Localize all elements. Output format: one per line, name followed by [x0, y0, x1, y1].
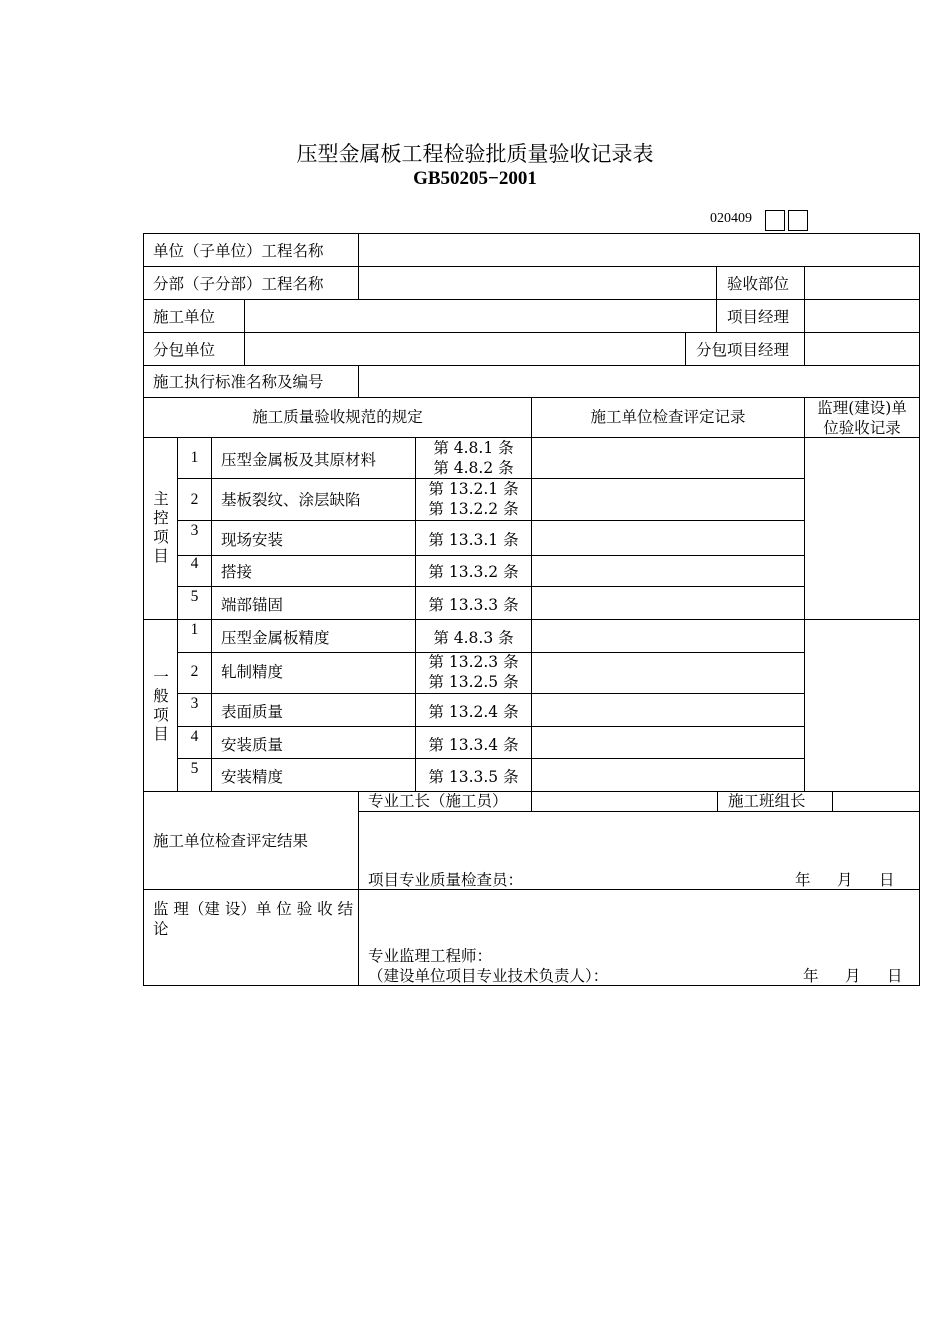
rule: [358, 791, 359, 986]
main-item-3-clause1: 第 13.3.1 条: [428, 531, 519, 549]
general-item-5-no: 5: [190, 760, 199, 777]
rule: [143, 365, 920, 366]
main-item-2-name: 基板裂纹、涂层缺陷: [221, 491, 361, 509]
general-item-5-name: 安装精度: [221, 768, 284, 786]
rule: [177, 520, 805, 521]
project-manager-label: 项目经理: [727, 308, 790, 326]
form-title: 压型金属板工程检验批质量验收记录表: [296, 142, 654, 166]
supervisor-label: 专业监理工程师：: [368, 947, 493, 965]
quality-inspector-label: 项目专业质量检查员：: [368, 871, 524, 889]
rule-top: [143, 233, 920, 234]
code-box-2[interactable]: [788, 210, 808, 231]
main-item-1-clause1: 第 4.8.1 条: [433, 439, 514, 457]
main-item-5-name: 端部锚固: [221, 596, 284, 614]
rule: [177, 555, 805, 556]
rule: [804, 266, 805, 365]
rule: [211, 437, 212, 791]
main-item-3-name: 现场安装: [221, 531, 284, 549]
supervisor-day: 日: [887, 967, 903, 985]
rule-right: [919, 233, 920, 986]
rule: [531, 437, 532, 791]
main-item-1-name: 压型金属板及其原材料: [221, 451, 377, 469]
general-item-2-clause1: 第 13.2.3 条: [428, 653, 519, 671]
general-item-4-clause1: 第 13.3.4 条: [428, 736, 519, 754]
rule: [685, 332, 686, 365]
general-item-2-clause2: 第 13.2.5 条: [428, 673, 519, 691]
main-item-2-clause2: 第 13.2.2 条: [428, 500, 519, 518]
owner-tech-label: （建设单位项目专业技术负责人）：: [368, 967, 609, 985]
main-control-label: [151, 490, 171, 566]
rule: [531, 791, 532, 811]
inspector-day: 日: [879, 871, 895, 889]
main-item-1-no: 1: [190, 449, 199, 466]
general-item-5-clause1: 第 13.3.5 条: [428, 768, 519, 786]
supervision-conclusion-label-line2: 论: [153, 920, 169, 938]
acceptance-part-label: 验收部位: [727, 275, 790, 293]
general-item-1-name: 压型金属板精度: [221, 629, 330, 647]
general-item-1-no: 1: [190, 621, 199, 638]
construction-unit-label: 施工单位: [153, 308, 216, 326]
general-item-1-clause1: 第 4.8.3 条: [433, 629, 514, 647]
inspector-month: 月: [837, 871, 853, 889]
rule: [177, 586, 805, 587]
main-item-2-clause1: 第 13.2.1 条: [428, 480, 519, 498]
supervisor-year: 年: [803, 967, 819, 985]
rule: [358, 266, 359, 299]
general-item-4-no: 4: [190, 728, 199, 745]
rule: [177, 758, 805, 759]
general-item-3-clause1: 第 13.2.4 条: [428, 703, 519, 721]
supervision-conclusion-label-line1: 监 理（建 设）单 位 验 收 结: [153, 900, 354, 918]
general-item-2-name: 轧制精度: [221, 663, 284, 681]
standard-name-label: 施工执行标准名称及编号: [153, 373, 324, 391]
subcontract-unit-label: 分包单位: [153, 341, 216, 359]
rule: [716, 266, 717, 299]
rule: [177, 693, 805, 694]
rule: [804, 397, 805, 791]
team-leader-label: 施工班组长: [728, 792, 806, 810]
supervision-column-header-line1: 监理(建设)单: [817, 399, 907, 417]
spec-column-header: 施工质量验收规范的规定: [252, 408, 423, 426]
code-box-1[interactable]: [765, 210, 785, 231]
inspector-year: 年: [795, 871, 811, 889]
general-label-text: 一般项目: [153, 668, 169, 743]
main-item-4-no: 4: [190, 555, 199, 572]
main-item-4-clause1: 第 13.3.2 条: [428, 563, 519, 581]
rule: [716, 299, 717, 332]
form-code: 020409: [710, 211, 752, 226]
rule: [358, 365, 359, 397]
foreman-label: 专业工长（施工员）: [368, 792, 508, 810]
rule: [358, 233, 359, 266]
construction-result-label: 施工单位检查评定结果: [153, 832, 309, 850]
general-label: [151, 668, 171, 744]
main-item-5-clause1: 第 13.3.3 条: [428, 596, 519, 614]
main-item-2-no: 2: [190, 491, 199, 508]
standard-code: GB50205−2001: [413, 168, 537, 189]
main-item-5-no: 5: [190, 588, 199, 605]
supervision-column-header-line2: 位验收记录: [823, 419, 901, 437]
rule: [359, 811, 920, 812]
rule: [717, 791, 718, 811]
rule: [244, 299, 245, 365]
construction-record-column-header: 施工单位检查评定记录: [590, 408, 746, 426]
supervisor-month: 月: [845, 967, 861, 985]
main-item-4-name: 搭接: [221, 563, 253, 581]
rule-left: [143, 233, 144, 986]
main-item-3-no: 3: [190, 522, 199, 539]
division-project-name-label: 分部（子分部）工程名称: [153, 275, 324, 293]
main-control-label-text: 主控项目: [153, 490, 169, 565]
subcontract-manager-label: 分包项目经理: [696, 341, 790, 359]
general-item-4-name: 安装质量: [221, 736, 284, 754]
rule: [177, 726, 805, 727]
general-item-2-no: 2: [190, 663, 199, 680]
main-item-1-clause2: 第 4.8.2 条: [433, 459, 514, 477]
rule: [832, 791, 833, 811]
unit-project-name-label: 单位（子单位）工程名称: [153, 242, 324, 260]
general-item-3-no: 3: [190, 695, 199, 712]
general-item-3-name: 表面质量: [221, 703, 284, 721]
